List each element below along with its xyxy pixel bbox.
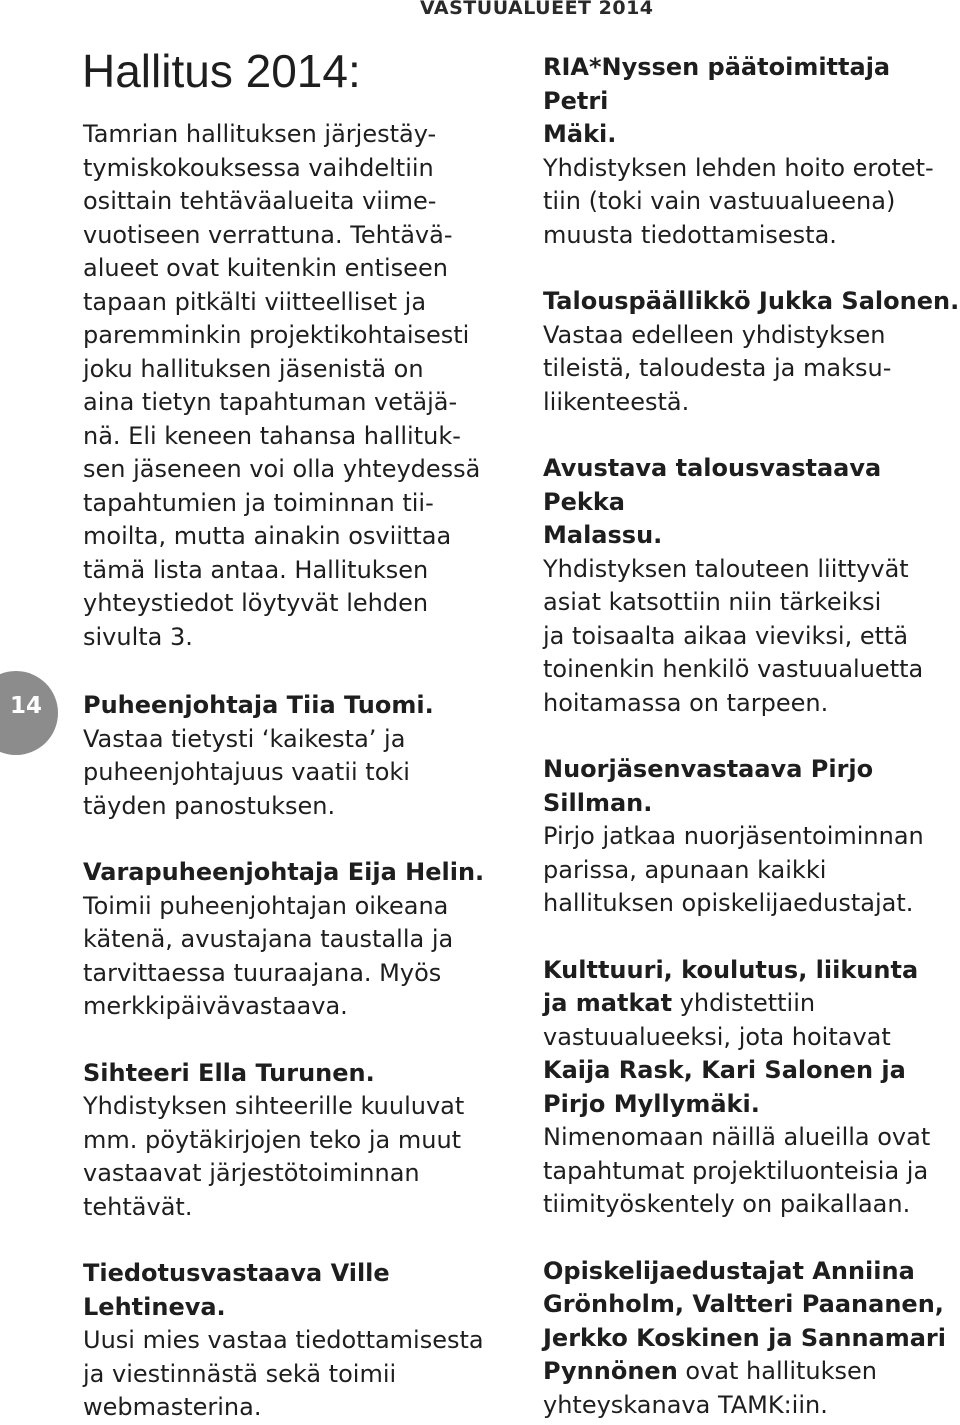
role-entry-editor bbox=[543, 51, 960, 252]
right-column bbox=[543, 51, 960, 1422]
intro-paragraph: Tamrian hallituksen järjestäy- tymiskokouksessa vaihdeltiin osittain tehtäväalueita viime- vuotiseen verrattuna. Tehtävä- alueet ovat kuitenkin entiseen tapaan pitkälti viitteelliset ja paremminkin projektikohtaisesti joku hallituksen jäsenistä on aina tietyn tapahtuman vetäjä- nä. Eli keneen tahansa hallituk- sen jäseneen voi olla yhteydessä tapahtumien ja toiminnan tii- moilta, mutta ainakin osviittaa tämä lista antaa. Hallituksen yhteystiedot löytyvät lehden sivulta 3. bbox=[83, 120, 481, 651]
role-description: Vastaa tietysti ‘kaikesta’ ja puheenjohtajuus vaatii toki täyden panostuksen. bbox=[83, 724, 410, 820]
role-description: Pirjo jatkaa nuorjäsentoiminnan parissa, apunaan kaikki hallituksen opiskelijaedustajat. bbox=[543, 822, 924, 917]
role-entry-assistant-treasurer bbox=[543, 452, 960, 720]
left-column bbox=[83, 118, 513, 1425]
running-head: VASTUUALUEET 2014 bbox=[420, 0, 654, 19]
role-entry-treasurer bbox=[543, 285, 960, 419]
role-heading: Avustava talousvastaava Pekka Malassu. bbox=[543, 454, 882, 549]
role-people: Kaija Rask, Kari Salonen ja Pirjo Myllymäki. bbox=[543, 1056, 906, 1118]
role-heading: Puheenjohtaja Tiia Tuomi. bbox=[83, 691, 434, 719]
role-heading: Sihteeri Ella Turunen. bbox=[83, 1058, 375, 1087]
role-entry-vice-chair bbox=[83, 856, 513, 1024]
role-heading: RIA*Nyssen päätoimittaja Petri Mäki. bbox=[543, 53, 891, 148]
role-heading: Tiedotusvastaava Ville Lehtineva. bbox=[83, 1259, 390, 1321]
role-description: Yhdistyksen talouteen liittyvät asiat katsottiin niin tärkeiksi ja toisaalta aikaa vieviksi, että toinenkin henkilö vastuualuetta hoitamassa on tarpeen. bbox=[543, 554, 924, 717]
role-entry-junior-members bbox=[543, 753, 960, 921]
role-description: Toimii puheenjohtajan oikeana kätenä, avustajana taustalla ja tarvittaessa tuuraajana. Myös merkkipäivävastaava. bbox=[83, 891, 454, 1020]
role-heading: Kulttuuri, koulutus, liikunta ja matkat bbox=[543, 955, 919, 1017]
role-entry-chair bbox=[83, 689, 513, 823]
role-description: Nimenomaan näillä alueilla ovat tapahtumat projektiluonteisia ja tiimityöskentely on paikallaan. bbox=[543, 1123, 931, 1218]
role-entry-student-representatives bbox=[543, 1255, 960, 1423]
role-description: Uusi mies vastaa tiedottamisesta ja viestinnästä sekä toimii webmasterina. bbox=[83, 1326, 484, 1421]
role-description: Vastaa edelleen yhdistyksen tileistä, taloudesta ja maksu- liikenteestä. bbox=[543, 320, 892, 416]
role-heading: Varapuheenjohtaja Eija Helin. bbox=[83, 858, 485, 886]
page-title: Hallitus 2014: bbox=[82, 45, 361, 97]
role-entry-communications bbox=[83, 1257, 513, 1425]
role-entry-secretary bbox=[83, 1057, 513, 1225]
role-heading: Nuorjäsenvastaava Pirjo Sillman. bbox=[543, 755, 874, 817]
page-number: 14 bbox=[9, 693, 42, 719]
role-entry-culture-sports-travel bbox=[543, 954, 960, 1222]
role-description: Yhdistyksen sihteerille kuuluvat mm. pöytäkirjojen teko ja muut vastaavat järjestötoiminnan tehtävät. bbox=[83, 1092, 465, 1221]
role-heading: Opiskelijaedustajat Anniina Grönholm, Valtteri Paananen, Jerkko Koskinen ja Sannamari Pynnönen bbox=[543, 1256, 946, 1385]
role-description: Yhdistyksen lehden hoito erotet- tiin (toki vain vastuualueena) muusta tiedottamisesta. bbox=[543, 153, 934, 249]
role-description: ovat hallituksen yhteyskanava TAMK:iin. bbox=[543, 1357, 877, 1419]
role-description: yhdistettiin vastuualueeksi, jota hoitavat bbox=[543, 989, 891, 1051]
role-heading: Talouspäällikkö Jukka Salonen. bbox=[543, 287, 960, 315]
